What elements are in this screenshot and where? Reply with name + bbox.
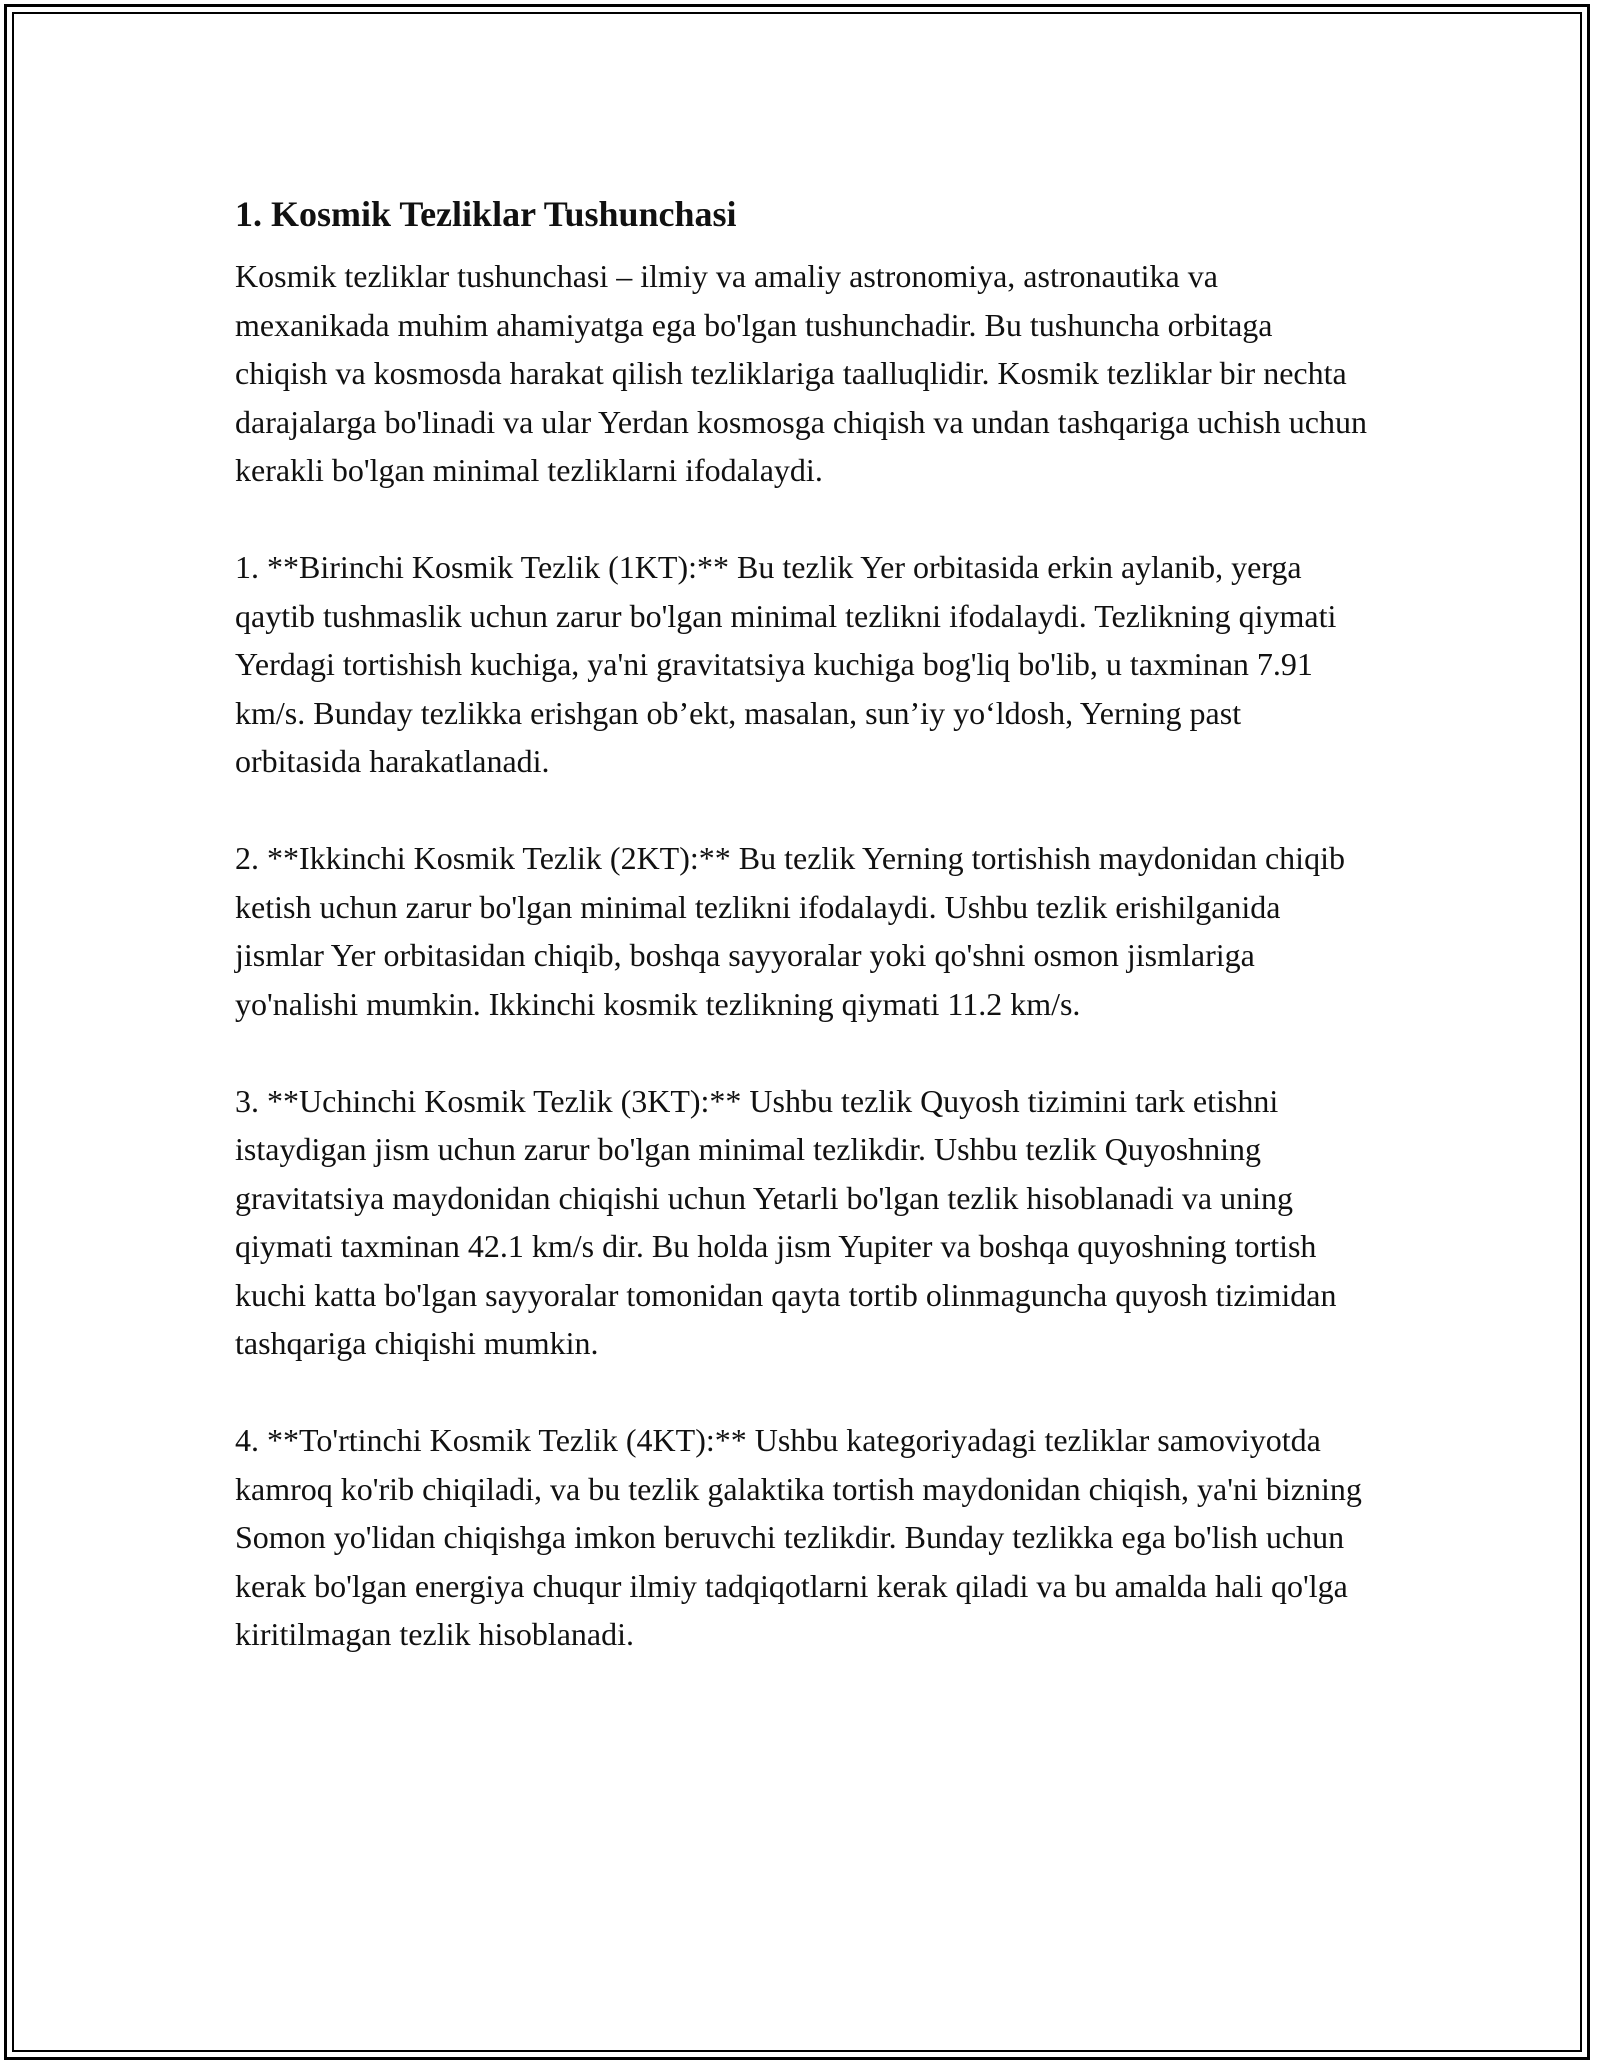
intro-paragraph: Kosmik tezliklar tushunchasi – ilmiy va amaliy astronomiya, astronautika va mexanikada muhim ahamiyatga ega bo'lgan tushunchadir. Bu tushuncha orbitaga chiqish va kosmosda harakat qilish tezliklariga taalluqlidir. Kosmik tezliklar bir nechta darajalarga bo'linadi va ular Yerdan kosmosga chiqish va undan tashqariga uchish uchun kerakli bo'lgan minimal tezliklarni ifodalaydi. — [235, 258, 1367, 488]
paragraph-first-cosmic-velocity: 1. **Birinchi Kosmik Tezlik (1KT):** Bu tezlik Yer orbitasida erkin aylanib, yerga qaytib tushmaslik uchun zarur bo'lgan minimal tezlikni ifodalaydi. Tezlikning qiymati Yerdagi tortishish kuchiga, ya'ni gravitatsiya kuchiga bog'liq bo'lib, u taxminan 7.91 km/s. Bunday tezlikka erishgan ob’ekt, masalan, sun’iy yo‘ldosh, Yerning past orbitasida harakatlanadi. — [235, 549, 1337, 779]
paragraph-fourth-cosmic-velocity: 4. **To'rtinchi Kosmik Tezlik (4KT):** Ushbu kategoriyadagi tezliklar samoviyotda kamroq ko'rib chiqiladi, va bu tezlik galaktika tortish maydonidan chiqish, ya'ni bizning Somon yo'lidan chiqishga imkon beruvchi tezlikdir. Bunday tezlikka ega bo'lish uchun kerak bo'lgan energiya chuqur ilmiy tadqiqotlarni kerak qiladi va bu amalda hali qo'lga kiritilmagan tezlik hisoblanadi. — [235, 1422, 1362, 1652]
paragraph-third-cosmic-velocity: 3. **Uchinchi Kosmik Tezlik (3KT):** Ushbu tezlik Quyosh tizimini tark etishni istaydigan jism uchun zarur bo'lgan minimal tezlikdir. Ushbu tezlik Quyoshning gravitatsiya maydonidan chiqishi uchun Yetarli bo'lgan tezlik hisoblanadi va uning qiymati taxminan 42.1 km/s dir. Bu holda jism Yupiter va boshqa quyoshning tortish kuchi katta bo'lgan sayyoralar tomonidan qayta tortib olinmaguncha quyosh tizimidan tashqariga chiqishi mumkin. — [235, 1082, 1337, 1361]
paragraph-second-cosmic-velocity: 2. **Ikkinchi Kosmik Tezlik (2KT):** Bu tezlik Yerning tortishish maydonidan chiqib ketish uchun zarur bo'lgan minimal tezlikni ifodalaydi. Ushbu tezlik erishilganida jismlar Yer orbitasidan chiqib, boshqa sayyoralar yoki qo'shni osmon jismlariga yo'nalishi mumkin. Ikkinchi kosmik tezlikning qiymati 11.2 km/s. — [235, 840, 1345, 1022]
document-body — [235, 190, 1370, 1707]
document-title: 1. Kosmik Tezliklar Tushunchasi — [235, 194, 737, 234]
